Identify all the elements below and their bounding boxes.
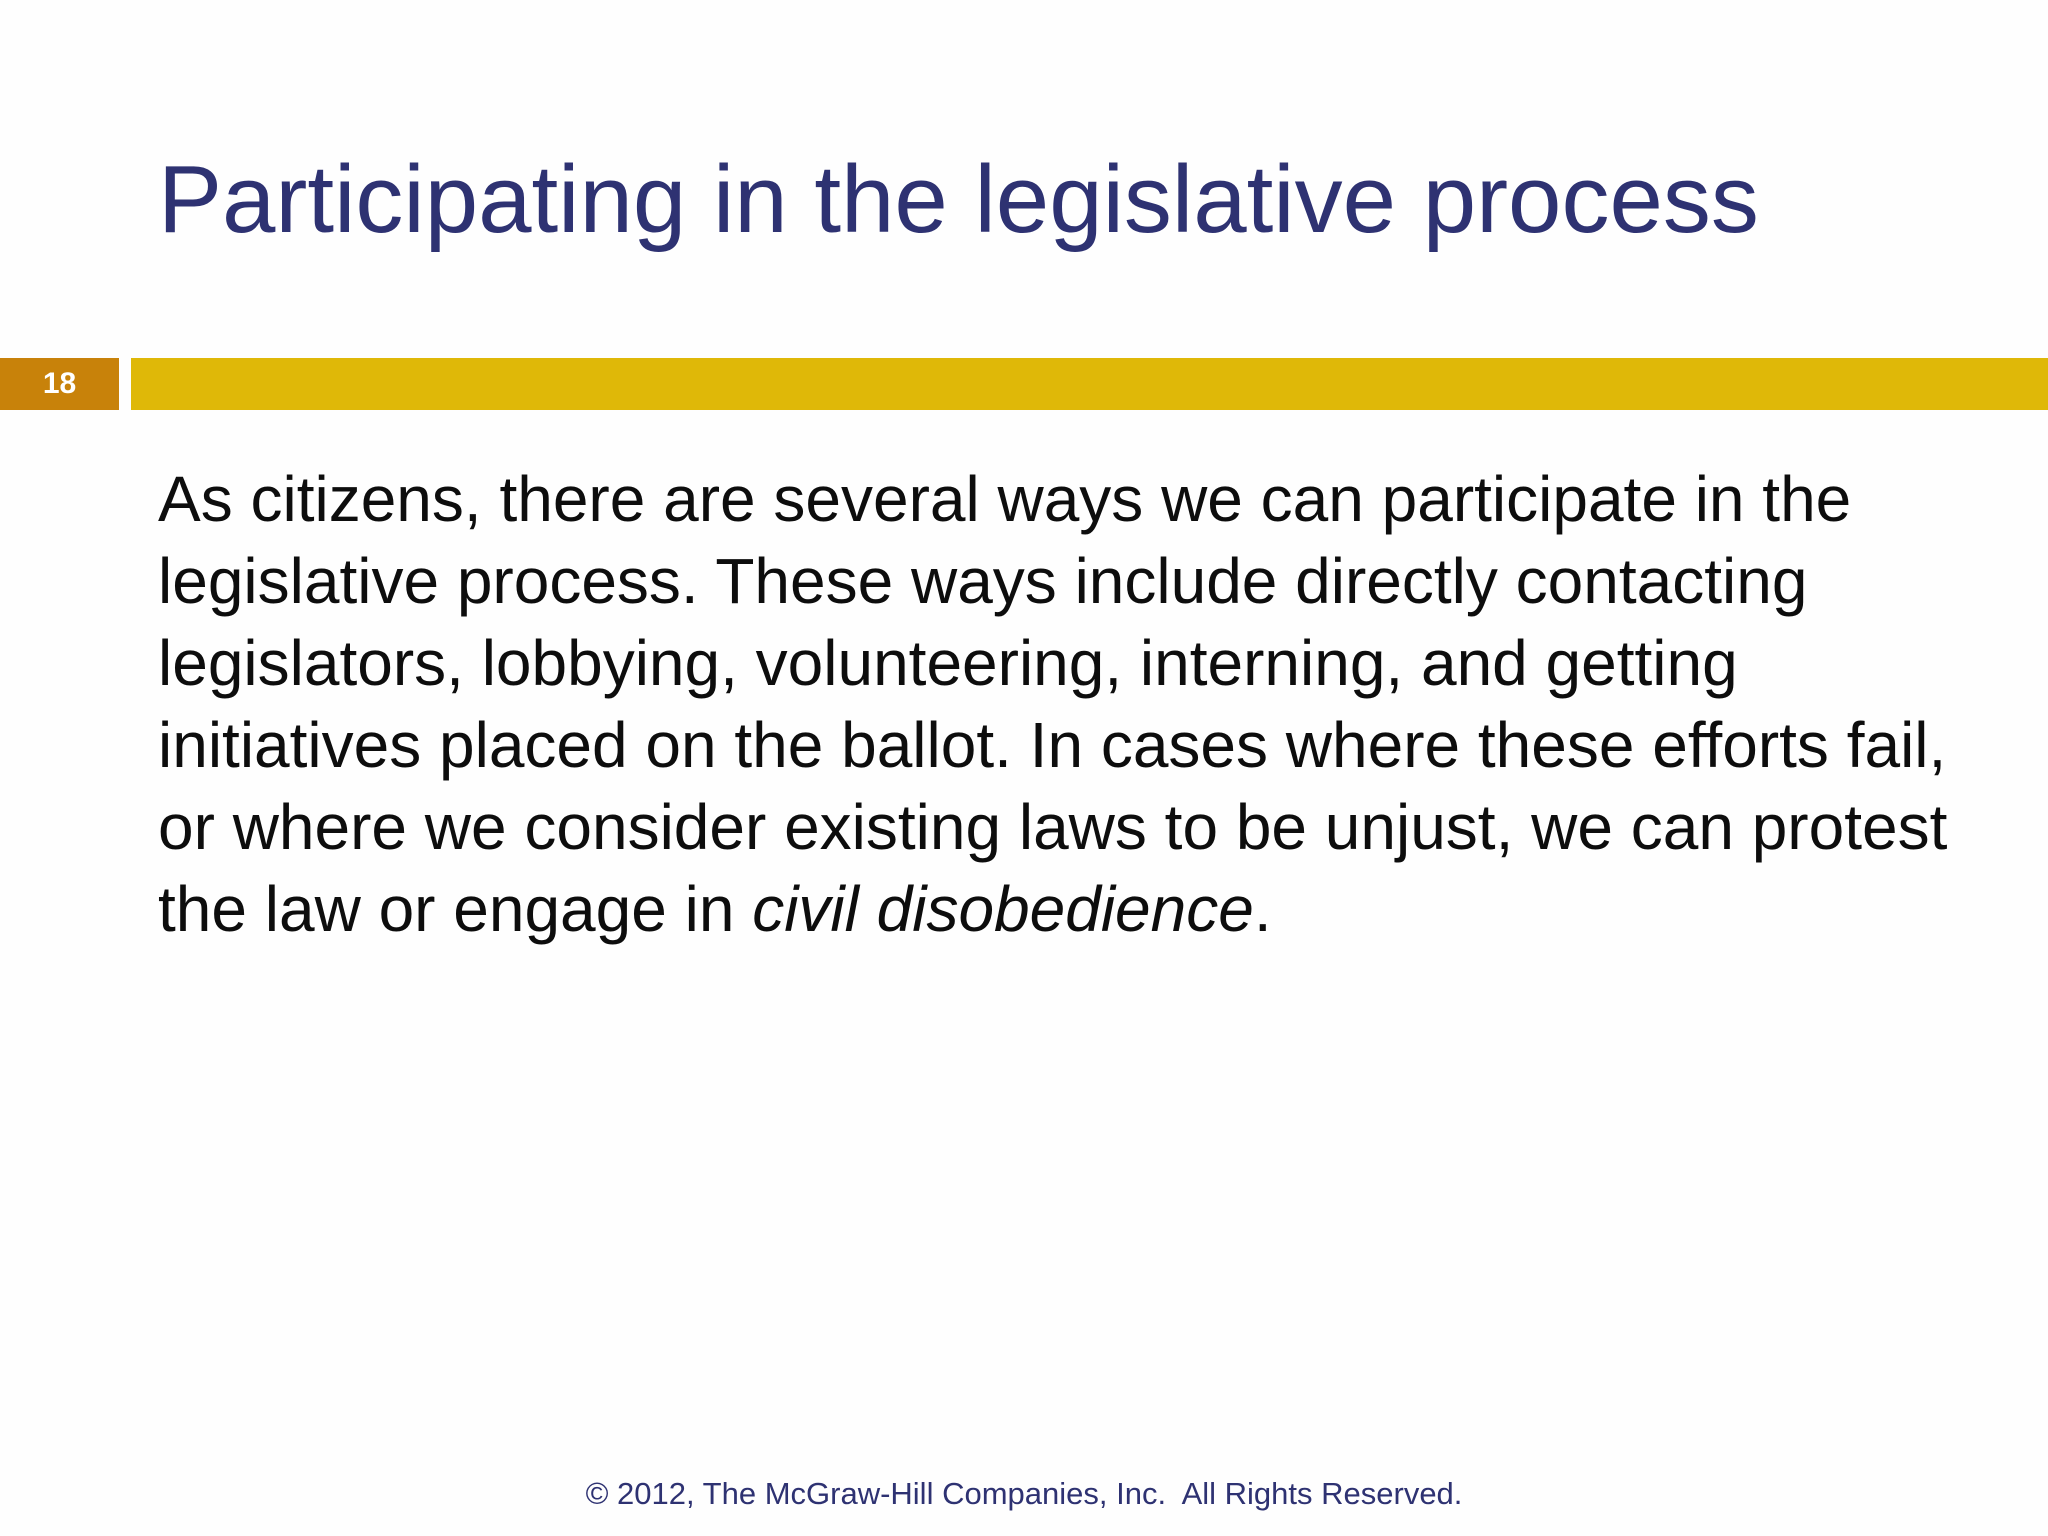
- body-text-end: .: [1253, 873, 1272, 945]
- copyright-footer: [0, 1474, 2048, 1514]
- slide-number: 18: [42, 367, 77, 400]
- body-text-main: As citizens, there are several ways we can participate in the legislative process. These ways include directly contacting legislators, lobbying, volunteering, interning, and getting initiatives placed on the ballot. In cases where these efforts fail, or where we consider existing laws to be unjust, we can protest the law or engage in: [158, 463, 1948, 945]
- body-paragraph: [158, 458, 1998, 950]
- footer-rights: All Rights Reserved.: [1181, 1476, 1463, 1511]
- footer-copyright: © 2012, The McGraw-Hill Companies, Inc.: [585, 1476, 1167, 1511]
- slide-number-badge: [0, 358, 119, 410]
- header-divider-bar: [131, 358, 2048, 410]
- slide-title: Participating in the legislative process: [158, 146, 1759, 253]
- body-text-emphasis: civil disobedience: [752, 873, 1254, 945]
